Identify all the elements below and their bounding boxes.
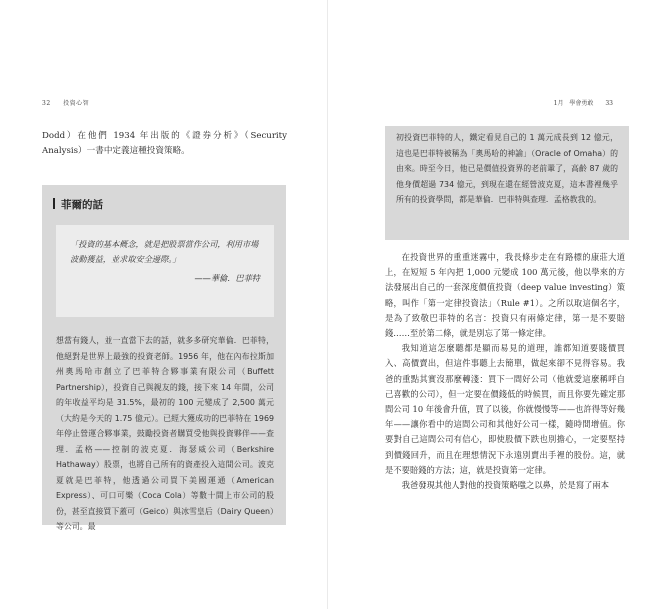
- body-paragraph: 我知道這怎麼聽都是顯而易見的道理，誰都知道要賤價買入、高價賣出，但這件事聽上去簡單，做起來卻不見得容易。我爸的重點其實沒那麼轉淺：買下一間好公司（他就愛這麼稱呼自己喜歡的公司），但一定要在價錢低的時候買，而且你要先確定那間公司 10 年後會升值，買了以後，你就慢慢等——也許得等好幾年——讓你看中的這間公司和其他好公司一樣，隨時間增值。你要對自己這間公司有信心，即使股價下跌也別擔心，一定要堅持到價錢回升，而且在理想情況下永遠別賣出手裡的股份。這，就是不要賠錢的方法；這，就是投資第一定律。: [385, 343, 625, 475]
- sidebar-body-text: 想當有錢人，並一直當下去的話，就多多研究華倫．巴菲特，他絕對是世界上最強的投資老師。1956 年，他在內布拉斯加州奧馬哈市創立了巴菲特合夥事業有限公司（Buffett Partnership），投資自己與親友的錢，接下來 14 年間，公司的年收益平均是 31.5%，最初的 100 元變成了 2,500 萬元（大約是今天的 1.75 億元）。已經大獲成功的巴菲特在 1969 年停止營運合夥事業，鼓勵投資者購買受他與投資夥伴——查理．孟格——控制的波克夏．海瑟威公司（Berkshire Hathaway）股票，也將自己所有的資產投入這間公司。波克夏就是巴菲特，他透過公司買下美國運通（American Express）、可口可樂（Coca Cola）等數十間上市公司的股份，甚至直接買下蓋可（Geico）與冰雪皇后（Dairy Queen）等公司。最: [56, 336, 274, 531]
- quote-box: [56, 225, 274, 317]
- left-running-head: 投資心智: [63, 100, 90, 107]
- left-page: [0, 0, 327, 609]
- right-body: [385, 250, 625, 493]
- sidebar-continuation-text: 初投資巴菲特的人，鐵定看見自己的 1 萬元成長到 12 億元，這也是巴菲特被稱為「奧馬哈的神諭」（Oracle of Omaha）的由來。時至今日，他已是價值投資界的老前輩了，高齡 87 歲的他身價超過 734 億元，到現在還在經營波克夏，這本書裡幾乎所有的投資學問，都是華倫．巴菲特與查理．孟格教我的。: [396, 133, 618, 204]
- body-paragraph: 在投資世界的重重迷霧中，我長條步走在有路標的康莊大道上，在短短 5 年內把 1,000 元變成 100 萬元後，他以學來的方法發展出自己的一套深度價值投資（deep value investing）策略，叫作「第一定律投資法」（Rule #1）。之所以取這個名字，是為了致敬巴菲特的名言：投資只有兩條定律，第一是不要賠錢……至於第二條，就是別忘了第一條定律。: [385, 252, 625, 339]
- left-page-number: 32: [42, 100, 51, 107]
- right-running-header: [554, 98, 613, 107]
- sidebar-title-text: 菲爾的話: [61, 199, 103, 211]
- quote-attribution: ——華倫．巴菲特: [194, 273, 260, 283]
- right-page: [328, 0, 655, 609]
- left-running-header: [42, 98, 89, 107]
- month-label: 1月: [553, 100, 564, 107]
- right-page-number: 33: [605, 100, 613, 107]
- sidebar-continuation-box: [385, 126, 629, 240]
- left-top-paragraph: Dodd）在他們 1934 年出版的《證券分析》（Security Analysis）一書中定義這種投資策略。: [42, 131, 287, 157]
- sidebar-title: [53, 197, 103, 212]
- sidebar-title-bar: [53, 198, 55, 209]
- body-paragraph: 我爸發現其他人對他的投資策略嗤之以鼻，於是寫了兩本: [401, 480, 610, 491]
- sidebar-box: [42, 185, 286, 531]
- quote-text: 「投資的基本概念，就是把股票當作公司，利用市場波動獲益，並求取安全邊際。」: [70, 239, 259, 264]
- right-running-head: 學會勇敢: [569, 100, 594, 107]
